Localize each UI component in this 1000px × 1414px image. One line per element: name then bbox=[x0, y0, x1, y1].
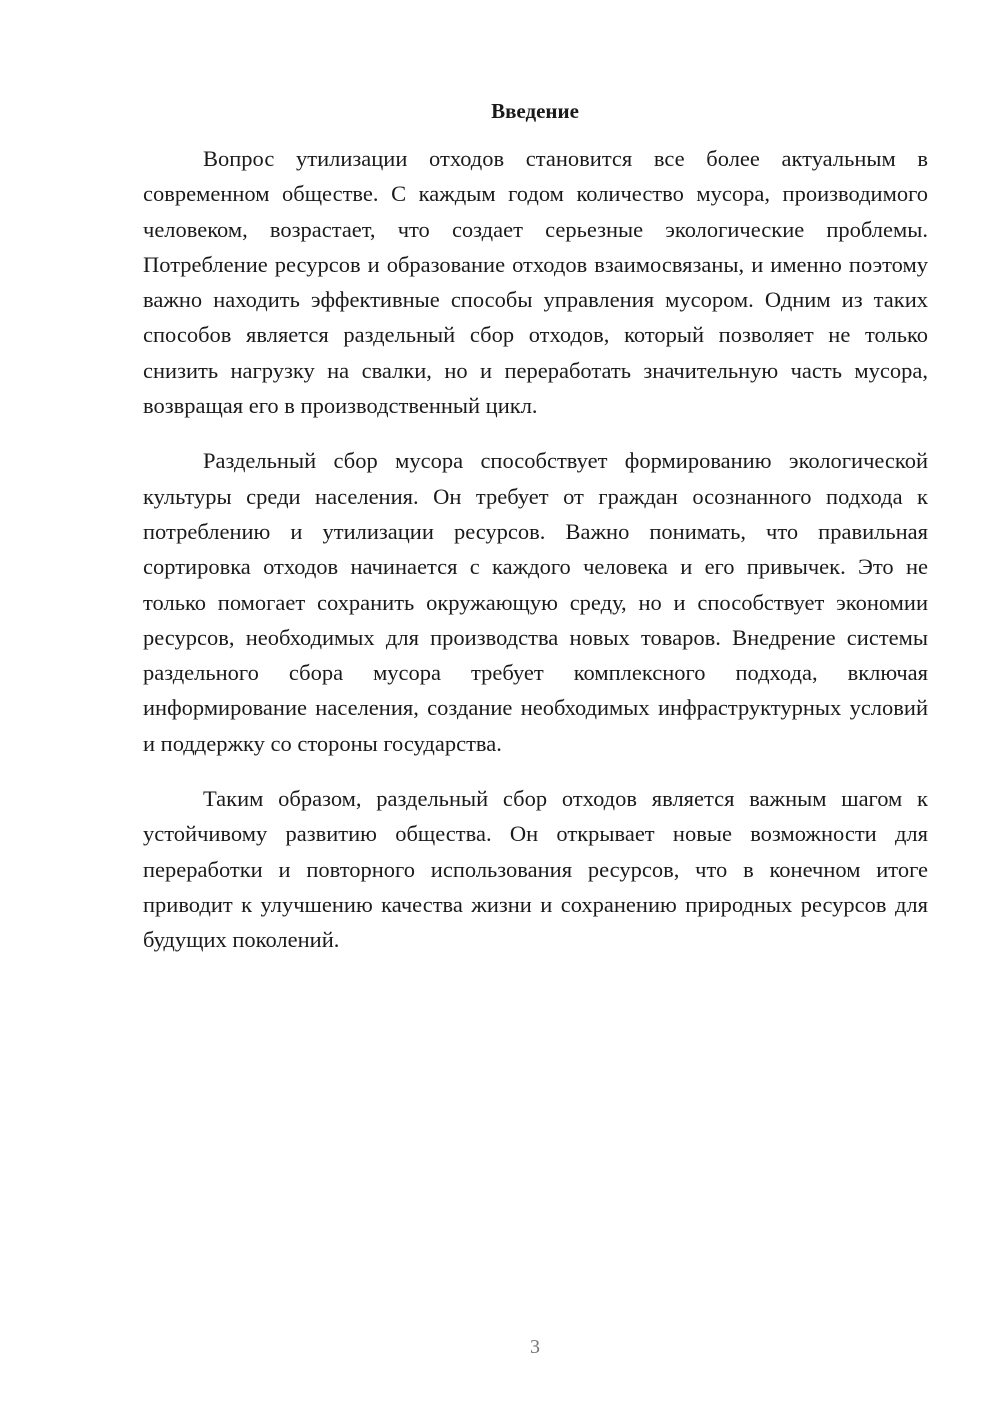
paragraph-3: Таким образом, раздельный сбор отходов является важным шагом к устойчивому развитию общества. Он открывает новые возможности для переработки и повторного использования ресурсов, что в конечном итоге приводит к улучшению качества жизни и сохранению природных ресурсов для будущих поколений. bbox=[143, 786, 928, 953]
body-text bbox=[143, 141, 928, 958]
section-heading: Введение bbox=[491, 99, 579, 123]
paragraph-1: Вопрос утилизации отходов становится все более актуальным в современном обществе. С каждым годом количество мусора, производимого человеком, возрастает, что создает серьезные экологические проблемы. Потребление ресурсов и образование отходов взаимосвязаны, и именно поэтому важно находить эффективные способы управления мусором. Одним из таких способов является раздельный сбор отходов, который позволяет не только снизить нагрузку на свалки, но и переработать значительную часть мусора, возвращая его в производственный цикл. bbox=[143, 146, 928, 419]
page-number: 3 bbox=[530, 1336, 540, 1358]
paragraph-2: Раздельный сбор мусора способствует формированию экологической культуры среди населения. Он требует от граждан осознанного подхода к потреблению и утилизации ресурсов. Важно понимать, что правильная сортировка отходов начинается с каждого человека и его привычек. Это не только помогает сохранить окружающую среду, но и способствует экономии ресурсов, необходимых для производства новых товаров. Внедрение системы раздельного сбора мусора требует комплексного подхода, включая информирование населения, создание необходимых инфраструктурных условий и поддержку со стороны государства. bbox=[143, 448, 928, 756]
